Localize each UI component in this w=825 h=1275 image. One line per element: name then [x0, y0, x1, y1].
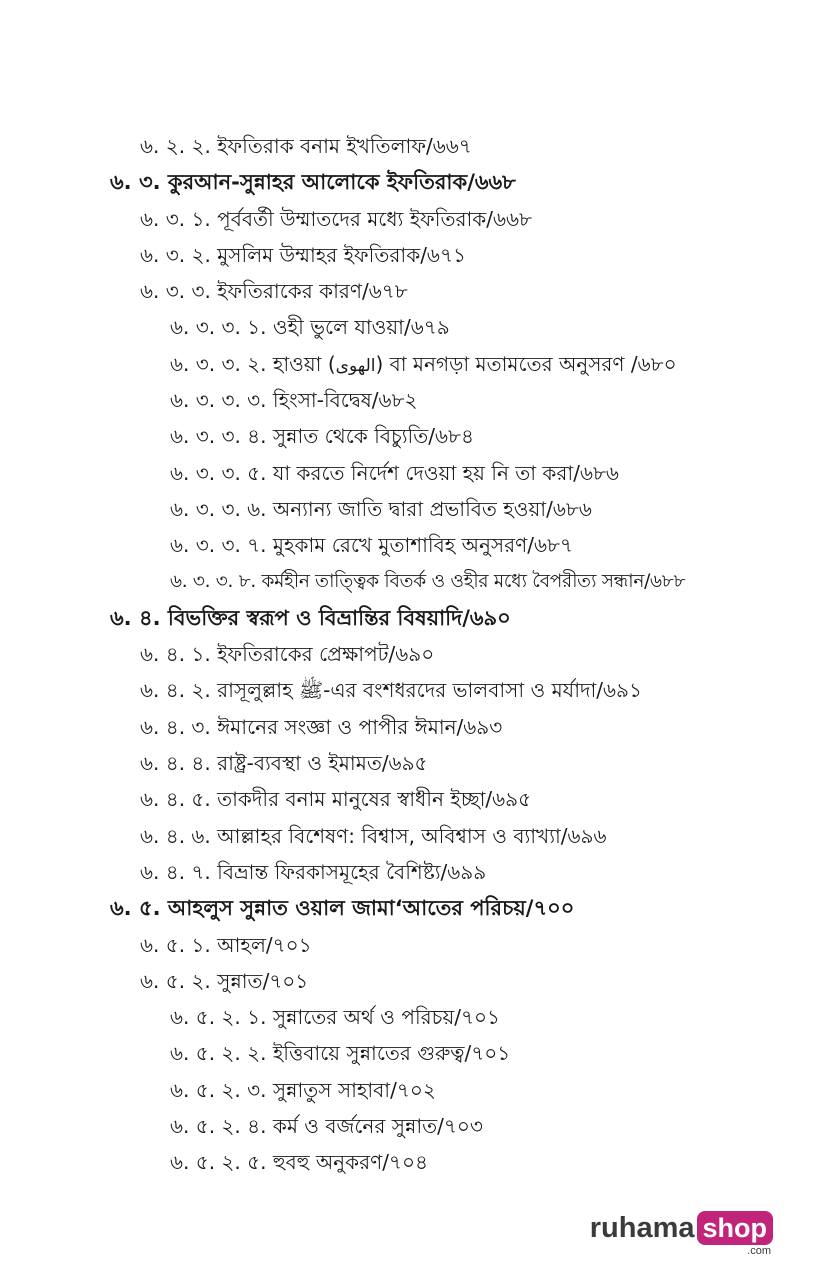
toc-section-heading: ৬. ৪. বিভক্তির স্বরূপ ও বিভ্রান্তির বিষয়াদি/৬৯০	[110, 605, 511, 630]
toc-entry: ৬. ৩. ৩. ৬. অন্যান্য জাতি দ্বারা প্রভাবিত হওয়া/৬৮৬	[170, 496, 592, 521]
toc-section-heading: ৬. ৫. আহলুস সুন্নাত ওয়াল জামা‘আতের পরিচয়/৭০০	[110, 896, 575, 921]
logo-shop-box	[697, 1208, 774, 1257]
toc-entry: ৬. ৫. ২. ৩. সুন্নাতুস সাহাবা/৭০২	[170, 1077, 436, 1102]
toc-entry: ৬. ৫. ২. ৪. কর্ম ও বর্জনের সুন্নাত/৭০৩	[170, 1114, 483, 1139]
toc-entry: ৬. ৪. ৩. ঈমানের সংজ্ঞা ও পাপীর ঈমান/৬৯৩	[140, 714, 503, 739]
logo-com-text: .com	[747, 1245, 771, 1257]
toc-entry: ৬. ৩. ৩. ৮. কর্মহীন তাত্ত্বিক বিতর্ক ও ওহীর মধ্যে বৈপরীত্য সন্ধান/৬৮৮	[170, 570, 686, 592]
toc-entry: ৬. ৪. ৭. বিভ্রান্ত ফিরকাসমূহের বৈশিষ্ট্য/৬৯৯	[140, 859, 487, 884]
toc-entry: ৬. ৩. ৩. ৫. যা করতে নির্দেশ দেওয়া হয় নি তা করা/৬৮৬	[170, 460, 619, 485]
toc-entry: ৬. ৩. ৩. ১. ওহী ভুলে যাওয়া/৬৭৯	[170, 315, 450, 340]
toc-entry: ৬. ৩. ৩. ইফতিরাকের কারণ/৬৭৮	[140, 279, 408, 304]
toc-entry	[0, 346, 825, 382]
toc-entry: ৬. ৫. ২. ১. সুন্নাতের অর্থ ও পরিচয়/৭০১	[170, 1005, 500, 1030]
toc-entry: ৬. ৫. ১. আহল/৭০১	[140, 932, 312, 957]
toc-section-heading: ৬. ৩. কুরআন-সুন্নাহর আলোকে ইফতিরাক/৬৬৮	[110, 170, 516, 195]
toc-entry: ৬. ৫. ২. ৫. হুবহু অনুকরণ/৭০৪	[170, 1150, 428, 1175]
toc-entry-text-before: ৬. ৩. ৩. ২. হাওয়া (	[170, 351, 336, 376]
toc-entry: ৬. ৪. ৪. রাষ্ট্র-ব্যবস্থা ও ইমামত/৬৯৫	[140, 751, 428, 776]
toc-entry: ৬. ৪. ২. রাসূলুল্লাহ ﷺ-এর বংশধরদের ভালবাসা ও মর্যাদা/৬৯১	[140, 678, 643, 703]
toc-entry: ৬. ৩. ২. মুসলিম উম্মাহর ইফতিরাক/৬৭১	[140, 242, 466, 267]
toc-entry: ৬. ৩. ৩. ৪. সুন্নাত থেকে বিচ্যুতি/৬৮৪	[170, 424, 474, 449]
table-of-contents	[0, 128, 825, 1181]
toc-entry: ৬. ৩. ১. পূর্ববর্তী উম্মাতদের মধ্যে ইফতিরাক/৬৬৮	[140, 206, 532, 231]
logo-shop-text: shop	[697, 1211, 774, 1245]
toc-entry-text-after: ) বা মনগড়া মতামতের অনুসরণ /৬৮০	[375, 351, 677, 376]
toc-entry: ৬. ৪. ৬. আল্লাহর বিশেষণ: বিশ্বাস, অবিশ্বাস ও ব্যাখ্যা/৬৯৬	[140, 823, 607, 848]
ruhamashop-logo	[589, 1208, 773, 1257]
toc-entry: ৬. ৫. ২. সুন্নাত/৭০১	[140, 968, 309, 993]
toc-entry: ৬. ৪. ১. ইফতিরাকের প্রেক্ষাপট/৬৯০	[140, 642, 435, 667]
toc-entry: ৬. ২. ২. ইফতিরাক বনাম ইখতিলাফ/৬৬৭	[140, 134, 472, 158]
toc-entry: ৬. ৫. ২. ২. ইত্তিবায়ে সুন্নাতের গুরুত্ব/৭০১	[170, 1041, 511, 1066]
toc-entry: ৬. ৩. ৩. ৭. মুহকাম রেখে মুতাশাবিহ অনুসরণ/৬৮৭	[170, 533, 573, 558]
toc-entry: ৬. ৩. ৩. ৩. হিংসা-বিদ্বেষ/৬৮২	[170, 388, 418, 413]
logo-ruhama-text: ruhama	[589, 1212, 695, 1244]
toc-entry: ৬. ৪. ৫. তাকদীর বনাম মানুষের স্বাধীন ইচ্ছা/৬৯৫	[140, 787, 532, 812]
toc-entry-arabic-term: الهوى	[335, 355, 376, 376]
